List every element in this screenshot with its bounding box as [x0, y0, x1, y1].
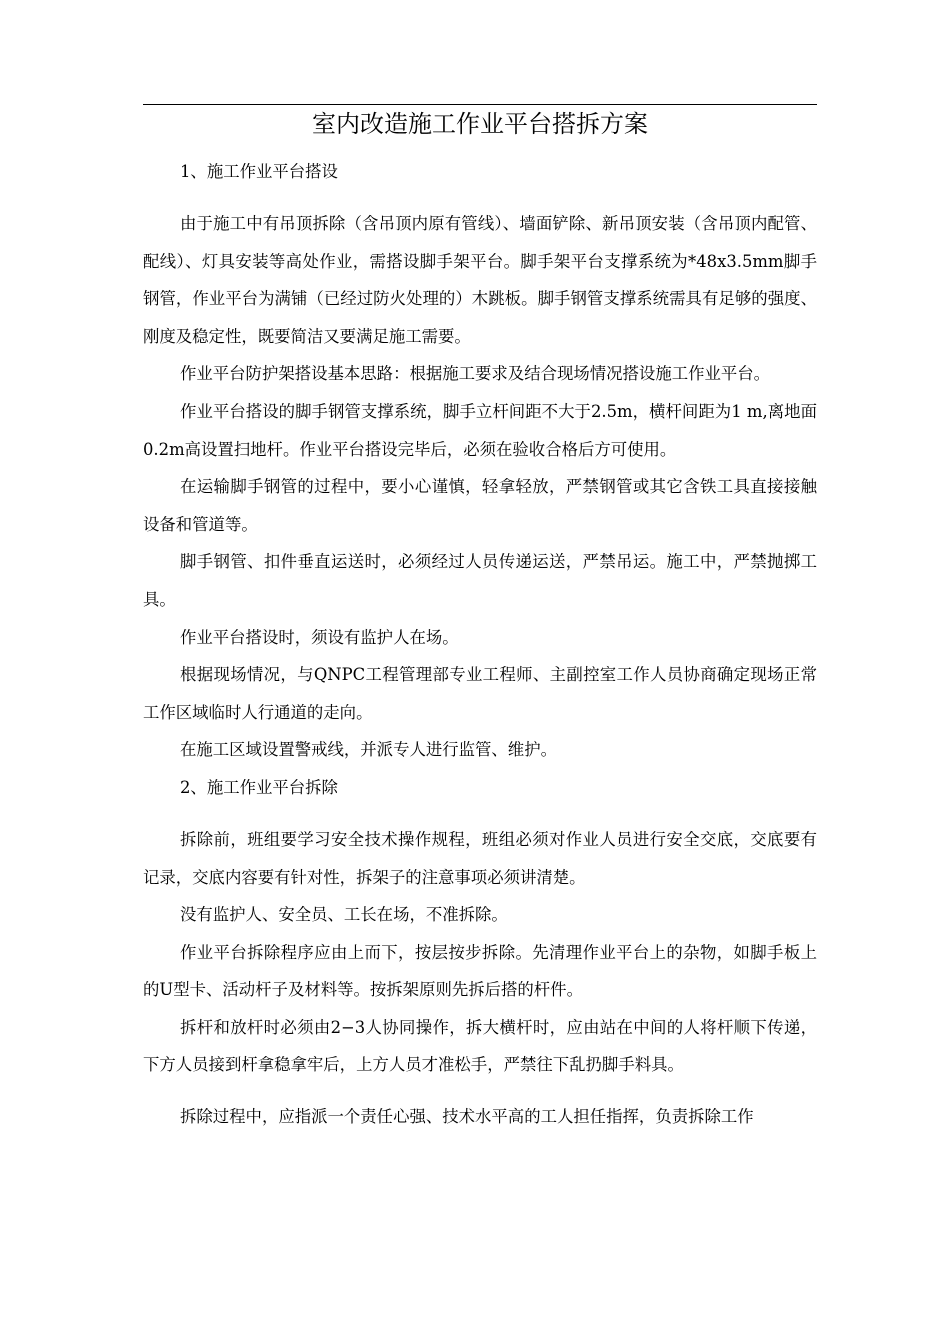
paragraph: 在运输脚手钢管的过程中，要小心谨慎，轻拿轻放，严禁钢管或其它含铁工具直接接触设备和管道等。 — [143, 477, 817, 534]
paragraph: 作业平台搭设的脚手钢管支撑系统，脚手立杆间距不大于2.5m，横杆间距为1 m,离地面0.2m高设置扫地杆。作业平台搭设完毕后，必须在验收合格后方可使用。 — [143, 401, 817, 459]
paragraph: 没有监护人、安全员、工长在场，不准拆除。 — [180, 905, 508, 925]
document-title: 室内改造施工作业平台搭拆方案 — [312, 110, 648, 138]
section-heading: 2、施工作业平台拆除 — [180, 777, 338, 797]
paragraph: 拆除过程中，应指派一个责任心强、技术水平高的工人担任指挥，负责拆除工作 — [180, 1107, 754, 1127]
paragraph: 拆杆和放杆时必须由2−3人协同操作，拆大横杆时，应由站在中间的人将杆顺下传递，下方人员接到杆拿稳拿牢后，上方人员才准松手，严禁往下乱扔脚手料具。 — [143, 1017, 817, 1075]
header-rule — [143, 104, 817, 105]
paragraph: 拆除前，班组要学习安全技术操作规程，班组必须对作业人员进行安全交底，交底要有记录，交底内容要有针对性，拆架子的注意事项必须讲清楚。 — [143, 829, 817, 887]
paragraph: 脚手钢管、扣件垂直运送时，必须经过人员传递运送，严禁吊运。施工中，严禁抛掷工具。 — [143, 552, 817, 609]
paragraph: 根据现场情况，与QNPC工程管理部专业工程师、主副控室工作人员协商确定现场正常工作区域临时人行通道的走向。 — [143, 665, 817, 722]
paragraph: 由于施工中有吊顶拆除（含吊顶内原有管线）、墙面铲除、新吊顶安装（含吊顶内配管、配线）、灯具安装等高处作业，需搭设脚手架平台。脚手架平台支撑系统为*48x3.5mm脚手钢管，作业平台为满铺（已经过防火处理的）木跳板。脚手钢管支撑系统需具有足够的强度、刚度及稳定性，既要简洁又要满足施工需要。 — [143, 214, 817, 346]
document-body — [143, 153, 817, 1136]
section-heading: 1、施工作业平台搭设 — [180, 162, 338, 181]
paragraph: 作业平台搭设时，须设有监护人在场。 — [180, 627, 459, 647]
paragraph: 在施工区域设置警戒线，并派专人进行监管、维护。 — [180, 740, 557, 760]
paragraph: 作业平台拆除程序应由上而下，按层按步拆除。先清理作业平台上的杂物，如脚手板上的U型卡、活动杆子及材料等。按拆架原则先拆后搭的杆件。 — [143, 942, 817, 1000]
paragraph: 作业平台防护架搭设基本思路：根据施工要求及结合现场情况搭设施工作业平台。 — [180, 364, 771, 384]
